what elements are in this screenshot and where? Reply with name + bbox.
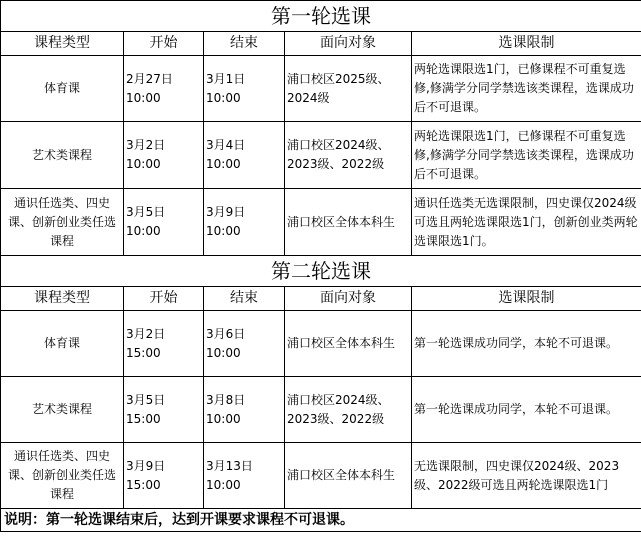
limit: 通识任选类无选课限制，四史课仅2024级可选且两轮选课限选1门，创新创业类两轮选课限选1门。	[412, 189, 641, 256]
target: 浦口校区2024级、2023级、2022级	[285, 122, 412, 189]
start-time: 15:00	[126, 411, 161, 426]
target: 浦口校区2024级、2023级、2022级	[285, 377, 412, 443]
course-type: 体育课	[1, 311, 124, 377]
header-limit: 选课限制	[412, 32, 641, 56]
start-time: 15:00	[126, 345, 161, 360]
table-row	[1, 377, 641, 443]
end-cell	[204, 311, 285, 377]
round2-header-row	[1, 287, 641, 311]
header-end: 结束	[204, 287, 285, 311]
start-cell	[124, 377, 204, 443]
end-time: 10:00	[206, 157, 241, 171]
header-end: 结束	[204, 32, 285, 56]
end-time: 10:00	[206, 224, 241, 238]
header-target: 面向对象	[285, 287, 412, 311]
start-time: 10:00	[126, 157, 161, 171]
start-time: 10:00	[126, 90, 161, 105]
end-time: 10:00	[206, 411, 241, 426]
target: 浦口校区全体本科生	[285, 311, 412, 377]
start-cell	[124, 443, 204, 509]
course-type: 体育课	[1, 56, 124, 122]
start-cell	[124, 189, 204, 256]
limit: 两轮选课限选1门，已修课程不可重复选修,修满学分同学禁选该类课程，选课成功后不可退课。	[412, 122, 641, 189]
start-date: 2月27日	[126, 71, 173, 86]
limit: 无选课限制，四史课仅2024级、2023级、2022级可选且两轮选课限选1门	[412, 443, 641, 509]
end-cell	[204, 56, 285, 122]
course-type: 艺术类课程	[1, 122, 124, 189]
target: 浦口校区2025级、2024级	[285, 56, 412, 122]
end-cell	[204, 122, 285, 189]
start-cell	[124, 122, 204, 189]
round1-title: 第一轮选课	[1, 1, 641, 32]
start-time: 15:00	[126, 477, 161, 492]
end-date: 3月6日	[206, 326, 246, 341]
end-date: 3月13日	[206, 458, 253, 473]
target: 浦口校区全体本科生	[285, 189, 412, 256]
table-row	[1, 189, 641, 256]
end-time: 10:00	[206, 345, 241, 360]
course-type: 艺术类课程	[1, 377, 124, 443]
footnote: 说明：第一轮选课结束后，达到开课要求课程不可退课。	[1, 509, 641, 532]
limit: 第一轮选课成功同学，本轮不可退课。	[412, 377, 641, 443]
limit: 两轮选课限选1门，已修课程不可重复选修,修满学分同学禁选该类课程，选课成功后不可退课。	[412, 56, 641, 122]
header-course-type: 课程类型	[1, 32, 124, 56]
end-date: 3月1日	[206, 71, 246, 86]
start-date: 3月2日	[126, 138, 166, 152]
table-row	[1, 311, 641, 377]
table-row	[1, 443, 641, 509]
start-time: 10:00	[126, 224, 161, 238]
course-type: 通识任选类、四史课、创新创业类任选课程	[1, 189, 124, 256]
start-date: 3月9日	[126, 458, 166, 473]
round1-header-row	[1, 32, 641, 56]
round2-title: 第二轮选课	[1, 256, 641, 287]
end-cell	[204, 189, 285, 256]
table-row	[1, 122, 641, 189]
start-date: 3月5日	[126, 392, 166, 407]
course-type: 通识任选类、四史课、创新创业类任选课程	[1, 443, 124, 509]
end-cell	[204, 443, 285, 509]
header-start: 开始	[124, 287, 204, 311]
start-cell	[124, 311, 204, 377]
target: 浦口校区全体本科生	[285, 443, 412, 509]
end-time: 10:00	[206, 90, 241, 105]
header-limit: 选课限制	[412, 287, 641, 311]
end-time: 10:00	[206, 477, 241, 492]
end-date: 3月8日	[206, 392, 246, 407]
table-row	[1, 56, 641, 122]
limit: 第一轮选课成功同学，本轮不可退课。	[412, 311, 641, 377]
start-date: 3月2日	[126, 326, 166, 341]
header-course-type: 课程类型	[1, 287, 124, 311]
end-date: 3月9日	[206, 205, 246, 219]
start-cell	[124, 56, 204, 122]
header-target: 面向对象	[285, 32, 412, 56]
end-cell	[204, 377, 285, 443]
start-date: 3月5日	[126, 205, 166, 219]
end-date: 3月4日	[206, 138, 246, 152]
header-start: 开始	[124, 32, 204, 56]
